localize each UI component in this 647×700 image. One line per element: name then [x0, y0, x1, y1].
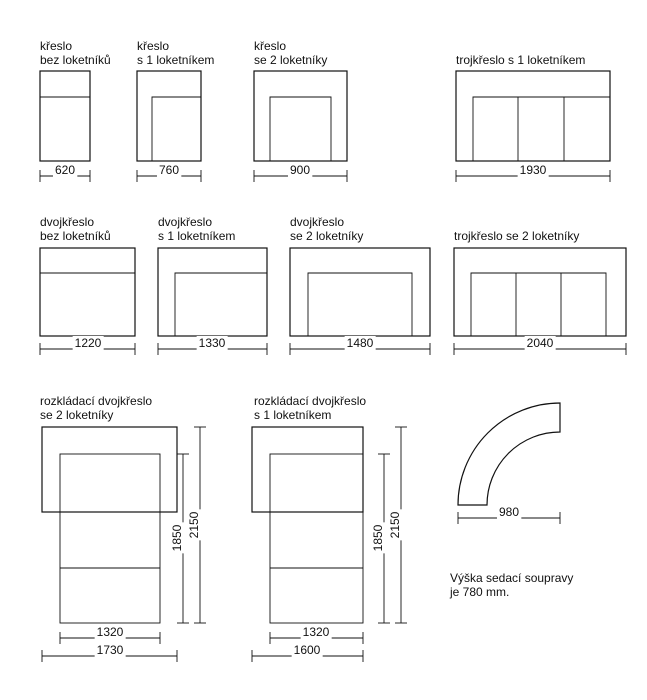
sofa-outline — [454, 248, 626, 336]
height-value: 2150 — [388, 511, 402, 539]
label-line2: bez loketníků — [40, 229, 111, 243]
note-line1: Výška sedací soupravy — [450, 571, 574, 585]
inner-width-value: 1320 — [302, 625, 330, 639]
loveseat-outline — [40, 248, 135, 336]
sofa-bed-outline — [252, 427, 363, 512]
loveseat-no-armrests — [40, 215, 135, 355]
label-line2: se 2 loketníky — [290, 229, 364, 243]
loveseat-outline — [290, 248, 430, 336]
width-value: 980 — [498, 505, 520, 519]
inner-width-value: 1320 — [96, 625, 124, 639]
width-value: 1220 — [74, 336, 102, 350]
sofa-bed-one-armrest — [252, 394, 407, 662]
armrest-line — [175, 273, 267, 336]
label-line1: křeslo — [40, 39, 73, 53]
armrest-line — [308, 273, 412, 336]
height-note — [449, 571, 573, 599]
label-line1: trojkřeslo se 2 loketníky — [454, 229, 580, 243]
inner-height-value: 1850 — [371, 524, 385, 552]
label-line1: rozkládací dvojkřeslo — [254, 394, 367, 408]
three-seater-one-armrest — [456, 53, 610, 182]
loveseat-one-armrest — [158, 215, 267, 355]
corner-piece — [458, 403, 560, 524]
loveseat-two-armrests — [290, 215, 430, 355]
bed-mattress — [60, 454, 160, 623]
armchair-one-armrest — [137, 39, 214, 182]
armrest-line — [473, 97, 610, 161]
label-line2: bez loketníků — [40, 53, 111, 67]
label-line1: dvojkřeslo — [290, 215, 345, 229]
width-value: 1600 — [293, 643, 321, 657]
armchair-outline — [254, 71, 347, 161]
armchair-two-armrests — [254, 39, 347, 182]
inner-height-value: 1850 — [170, 524, 184, 552]
width-value: 760 — [158, 163, 180, 177]
label-line1: trojkřeslo s 1 loketníkem — [456, 53, 586, 67]
armchair-no-armrests — [40, 39, 111, 182]
bed-mattress — [270, 454, 363, 623]
sofa-bed-outline — [42, 427, 177, 512]
corner-outline — [458, 403, 560, 505]
width-value: 1330 — [198, 336, 226, 350]
height-value: 2150 — [187, 511, 201, 539]
width-value: 620 — [54, 163, 76, 177]
label-line2: se 2 loketníky — [254, 53, 328, 67]
armchair-outline — [40, 71, 90, 161]
width-value: 1930 — [519, 163, 547, 177]
armrest-line — [270, 97, 331, 161]
label-line2: s 1 loketníkem — [254, 408, 332, 422]
width-value: 900 — [289, 163, 311, 177]
armrest-line — [152, 97, 201, 161]
label-line2: s 1 loketníkem — [158, 229, 236, 243]
three-seater-two-armrests — [454, 229, 626, 355]
sofa-bed-two-armrests — [40, 394, 206, 662]
label-line1: křeslo — [137, 39, 170, 53]
label-line2: se 2 loketníky — [40, 408, 114, 422]
loveseat-outline — [158, 248, 267, 336]
armchair-outline — [137, 71, 201, 161]
label-line1: dvojkřeslo — [158, 215, 213, 229]
label-line1: rozkládací dvojkřeslo — [40, 394, 153, 408]
note-line2: je 780 mm. — [450, 585, 510, 599]
label-line1: dvojkřeslo — [40, 215, 95, 229]
armrest-line — [471, 273, 606, 336]
label-line2: s 1 loketníkem — [137, 53, 215, 67]
width-value: 2040 — [526, 336, 554, 350]
width-value: 1480 — [346, 336, 374, 350]
sofa-outline — [456, 71, 610, 161]
label-line1: křeslo — [254, 39, 287, 53]
width-value: 1730 — [96, 643, 124, 657]
